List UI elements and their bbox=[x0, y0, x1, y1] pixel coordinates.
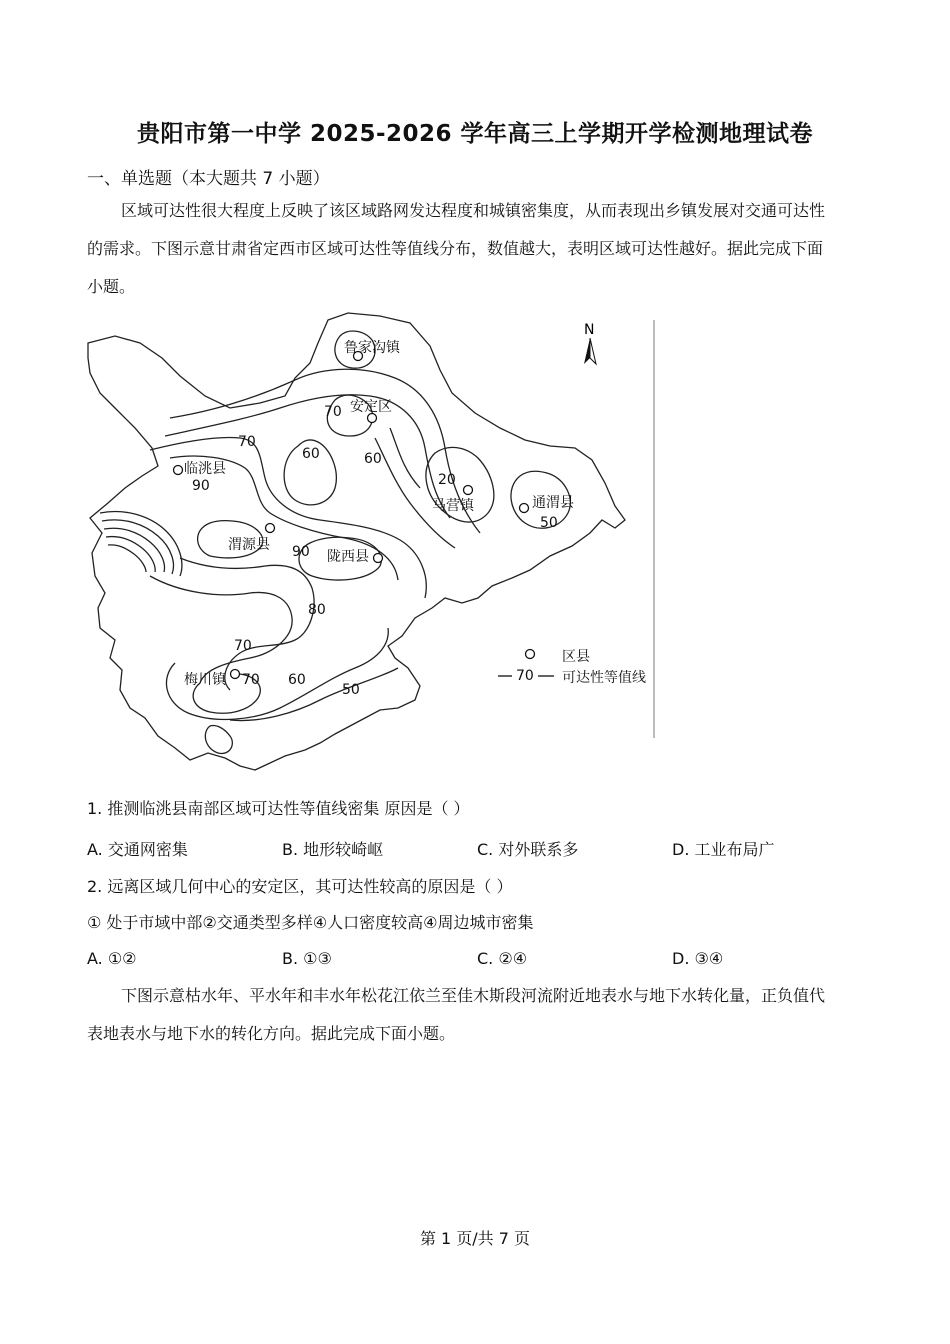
question-2-items: ① 处于市域中部②交通类型多样④人口密度较高④周边城市密集 bbox=[87, 913, 534, 932]
q2-option-c[interactable]: C. ②④ bbox=[477, 949, 528, 968]
legend-isoline-value: 70 bbox=[516, 668, 534, 684]
isoline-label: 60 bbox=[288, 672, 306, 688]
q1-option-d[interactable]: D. 工业布局广 bbox=[672, 840, 775, 859]
page-title: 贵阳市第一中学 2025-2026 学年高三上学期开学检测地理试卷 bbox=[136, 121, 814, 147]
isoline-label: 70 bbox=[238, 434, 256, 450]
q2-option-b[interactable]: B. ①③ bbox=[282, 949, 332, 968]
page-footer: 第 1 页/共 7 页 bbox=[419, 1229, 531, 1248]
isoline-label: 60 bbox=[364, 451, 382, 467]
north-arrow-icon bbox=[584, 322, 596, 364]
marker-longxi bbox=[374, 554, 383, 563]
q2-option-a[interactable]: A. ①② bbox=[87, 949, 137, 968]
q1-option-a[interactable]: A. 交通网密集 bbox=[87, 840, 188, 859]
intro-line-2: 的需求。下图示意甘肃省定西市区域可达性等值线分布，数值越大，表明区域可达性越好。据此完成下面 bbox=[87, 239, 824, 258]
place-lintao: 临洮县 bbox=[184, 461, 226, 477]
question-1-stem: 1. 推测临洮县南部区域可达性等值线密集 原因是（ ） bbox=[87, 799, 470, 818]
isoline-label: 80 bbox=[308, 602, 326, 618]
legend-county-label: 区县 bbox=[562, 649, 590, 665]
marker-meichuan bbox=[231, 670, 240, 679]
isoline-label: 20 bbox=[438, 472, 456, 488]
isoline-label: 70 bbox=[242, 672, 260, 688]
intro-line-3: 小题。 bbox=[87, 277, 136, 296]
marker-mayingzhen bbox=[464, 486, 473, 495]
isoline-label: 70 bbox=[234, 638, 252, 654]
isoline-label: 60 bbox=[302, 446, 320, 462]
q2-option-d[interactable]: D. ③④ bbox=[672, 949, 724, 968]
question-2-stem: 2. 远离区域几何中心的安定区，其可达性较高的原因是（ ） bbox=[87, 877, 513, 896]
section-heading: 一、单选题（本大题共 7 小题） bbox=[87, 169, 330, 189]
isoline-label: 50 bbox=[540, 515, 558, 531]
isoline-label: 90 bbox=[192, 478, 210, 494]
place-weiyuan: 渭源县 bbox=[228, 537, 270, 553]
legend-isoline-label: 可达性等值线 bbox=[562, 670, 646, 686]
place-tongwei: 通渭县 bbox=[532, 495, 574, 511]
place-longxi: 陇西县 bbox=[327, 549, 369, 565]
marker-lintao bbox=[174, 466, 183, 475]
isoline-label: 90 bbox=[292, 544, 310, 560]
intro2-line-2: 表地表水与地下水的转化方向。据此完成下面小题。 bbox=[87, 1024, 456, 1043]
accessibility-isoline-map bbox=[80, 308, 660, 780]
marker-weiyuan bbox=[266, 524, 275, 533]
intro2-line-1: 下图示意枯水年、平水年和丰水年松花江依兰至佳木斯段河流附近地表水与地下水转化量，正负值代 bbox=[121, 986, 826, 1005]
place-mayingzhen: 马营镇 bbox=[432, 498, 474, 514]
place-lujiagou: 鲁家沟镇 bbox=[344, 340, 400, 356]
isoline-label: 50 bbox=[342, 682, 360, 698]
q1-option-b[interactable]: B. 地形较崎岖 bbox=[282, 840, 384, 859]
isoline-label: 70 bbox=[324, 404, 342, 420]
place-anding: 安定区 bbox=[350, 399, 392, 415]
north-label: N bbox=[584, 322, 595, 338]
marker-tongwei bbox=[520, 504, 529, 513]
place-meichuan: 梅川镇 bbox=[184, 672, 226, 688]
legend-county-marker bbox=[526, 650, 535, 659]
q1-option-c[interactable]: C. 对外联系多 bbox=[477, 840, 579, 859]
intro-line-1: 区域可达性很大程度上反映了该区域路网发达程度和城镇密集度，从而表现出乡镇发展对交通可达性 bbox=[121, 201, 826, 220]
